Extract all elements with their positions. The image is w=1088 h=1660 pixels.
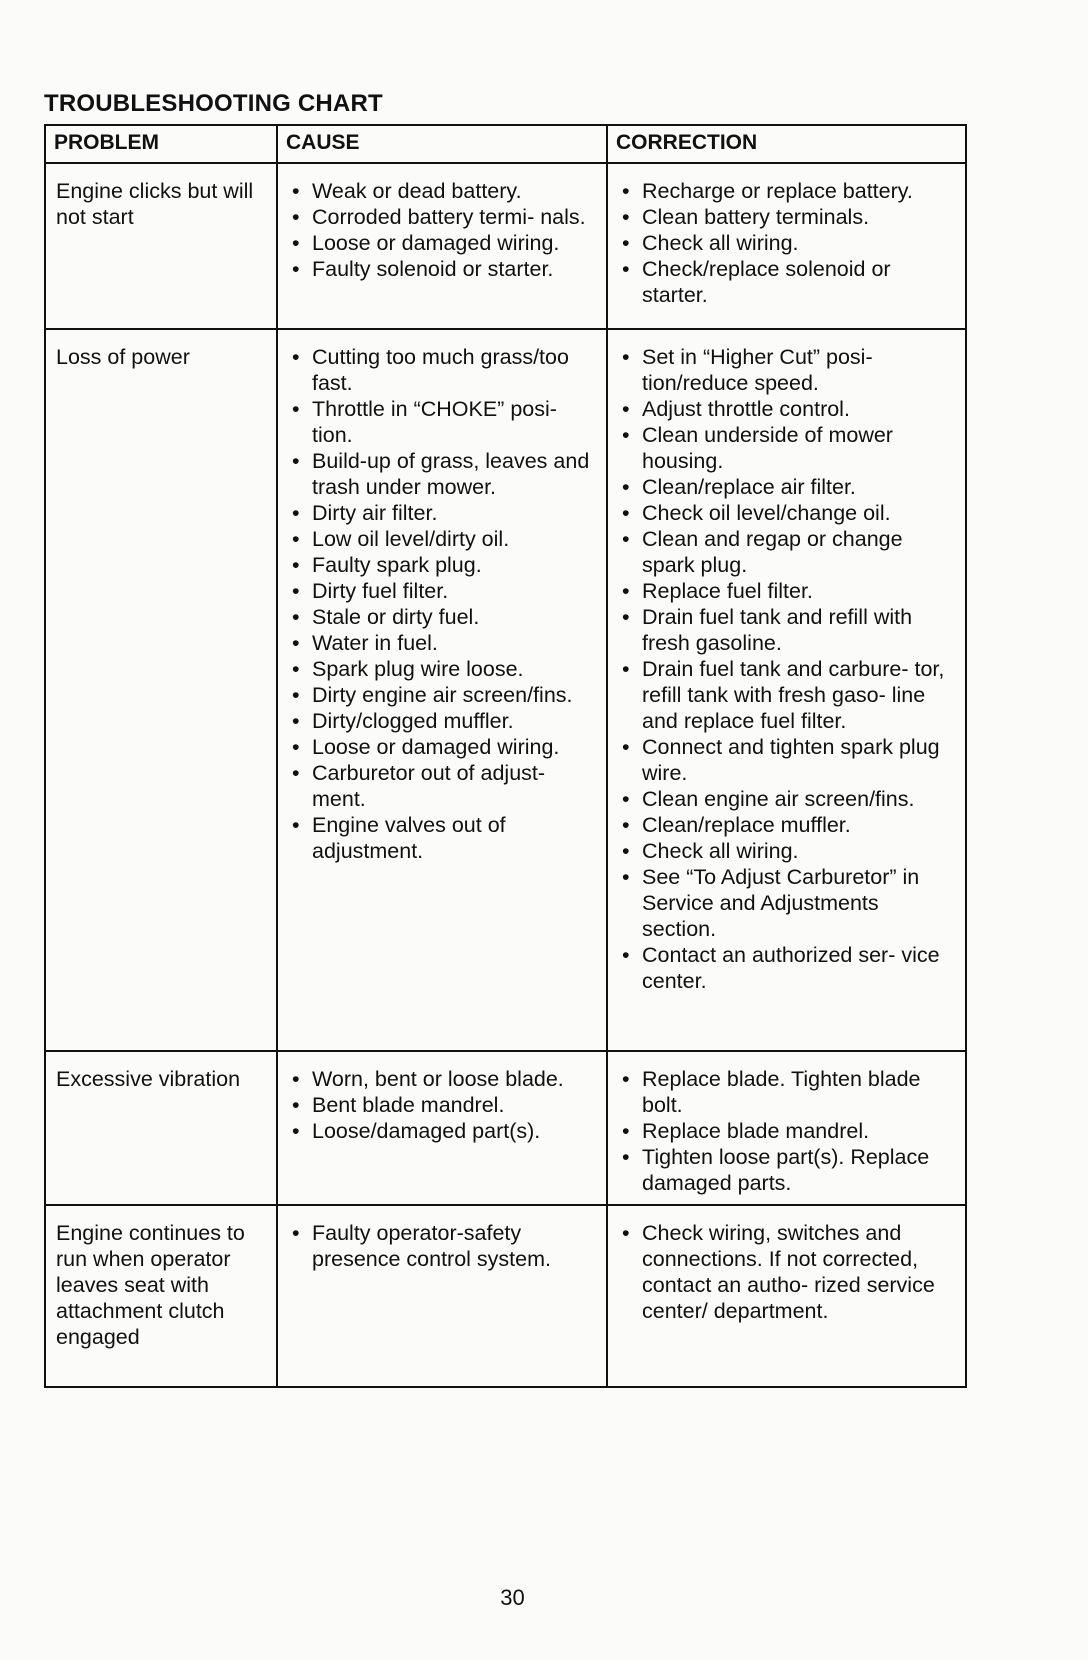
correction-cell: [607, 329, 966, 1051]
list-item: • Dirty/clogged muffler.: [288, 708, 598, 734]
list-item: • Corroded battery termi- nals.: [288, 204, 598, 230]
correction-column-header: CORRECTION: [607, 125, 966, 163]
cause-cell: [277, 1051, 607, 1205]
list-item: • See “To Adjust Carburetor” in Service and Adjustments section.: [618, 864, 957, 942]
table-row: [45, 1205, 966, 1387]
correction-list: [618, 1220, 957, 1324]
list-item: • Worn, bent or loose blade.: [288, 1066, 598, 1092]
list-item: • Weak or dead battery.: [288, 178, 598, 204]
list-item: • Check all wiring.: [618, 230, 957, 256]
list-item: • Dirty air filter.: [288, 500, 598, 526]
list-item: • Clean/replace air filter.: [618, 474, 957, 500]
list-item: • Clean/replace muffler.: [618, 812, 957, 838]
list-item: • Drain fuel tank and refill with fresh gasoline.: [618, 604, 957, 656]
list-item: • Carburetor out of adjust- ment.: [288, 760, 598, 812]
list-item: • Faulty operator-safety presence control system.: [288, 1220, 598, 1272]
correction-cell: [607, 163, 966, 329]
list-item: • Clean and regap or change spark plug.: [618, 526, 957, 578]
problem-column-header: PROBLEM: [45, 125, 277, 163]
problem-cell: Engine continues to run when operator leaves seat with attachment clutch engaged: [45, 1205, 277, 1387]
list-item: • Replace blade. Tighten blade bolt.: [618, 1066, 957, 1118]
list-item: • Water in fuel.: [288, 630, 598, 656]
list-item: • Adjust throttle control.: [618, 396, 957, 422]
list-item: • Loose or damaged wiring.: [288, 230, 598, 256]
cause-list: [288, 178, 598, 282]
list-item: • Check/replace solenoid or starter.: [618, 256, 957, 308]
cause-cell: [277, 163, 607, 329]
list-item: • Set in “Higher Cut” posi- tion/reduce speed.: [618, 344, 957, 396]
correction-list: [618, 344, 957, 994]
correction-cell: [607, 1205, 966, 1387]
list-item: • Loose/damaged part(s).: [288, 1118, 598, 1144]
problem-cell: Loss of power: [45, 329, 277, 1051]
list-item: • Tighten loose part(s). Replace damaged parts.: [618, 1144, 957, 1196]
cause-list: [288, 344, 598, 864]
list-item: • Faulty spark plug.: [288, 552, 598, 578]
list-item: • Bent blade mandrel.: [288, 1092, 598, 1118]
page-number: 30: [500, 1585, 525, 1610]
cause-list: [288, 1220, 598, 1272]
cause-cell: [277, 1205, 607, 1387]
list-item: • Clean engine air screen/fins.: [618, 786, 957, 812]
list-item: • Clean battery terminals.: [618, 204, 957, 230]
list-item: • Stale or dirty fuel.: [288, 604, 598, 630]
list-item: • Contact an authorized ser- vice center.: [618, 942, 957, 994]
header-row: [45, 125, 966, 163]
list-item: • Connect and tighten spark plug wire.: [618, 734, 957, 786]
correction-list: [618, 178, 957, 308]
troubleshooting-table: [44, 124, 967, 1388]
chart-title: TROUBLESHOOTING CHART: [44, 90, 383, 117]
list-item: • Drain fuel tank and carbure- tor, refill tank with fresh gaso- line and replace fuel filter.: [618, 656, 957, 734]
list-item: • Faulty solenoid or starter.: [288, 256, 598, 282]
list-item: • Dirty engine air screen/fins.: [288, 682, 598, 708]
list-item: • Check wiring, switches and connections. If not corrected, contact an autho- rized service center/ department.: [618, 1220, 957, 1324]
list-item: • Check all wiring.: [618, 838, 957, 864]
list-item: • Throttle in “CHOKE” posi- tion.: [288, 396, 598, 448]
table-row: [45, 1051, 966, 1205]
cause-cell: [277, 329, 607, 1051]
correction-cell: [607, 1051, 966, 1205]
list-item: • Engine valves out of adjustment.: [288, 812, 598, 864]
list-item: • Recharge or replace battery.: [618, 178, 957, 204]
list-item: • Cutting too much grass/too fast.: [288, 344, 598, 396]
problem-cell: Excessive vibration: [45, 1051, 277, 1205]
list-item: • Replace blade mandrel.: [618, 1118, 957, 1144]
problem-cell: Engine clicks but will not start: [45, 163, 277, 329]
list-item: • Spark plug wire loose.: [288, 656, 598, 682]
list-item: • Low oil level/dirty oil.: [288, 526, 598, 552]
list-item: • Dirty fuel filter.: [288, 578, 598, 604]
table-row: [45, 163, 966, 329]
list-item: • Check oil level/change oil.: [618, 500, 957, 526]
correction-list: [618, 1066, 957, 1196]
table-row: [45, 329, 966, 1051]
list-item: • Loose or damaged wiring.: [288, 734, 598, 760]
list-item: • Replace fuel filter.: [618, 578, 957, 604]
list-item: • Build-up of grass, leaves and trash under mower.: [288, 448, 598, 500]
cause-list: [288, 1066, 598, 1144]
list-item: • Clean underside of mower housing.: [618, 422, 957, 474]
cause-column-header: CAUSE: [277, 125, 607, 163]
